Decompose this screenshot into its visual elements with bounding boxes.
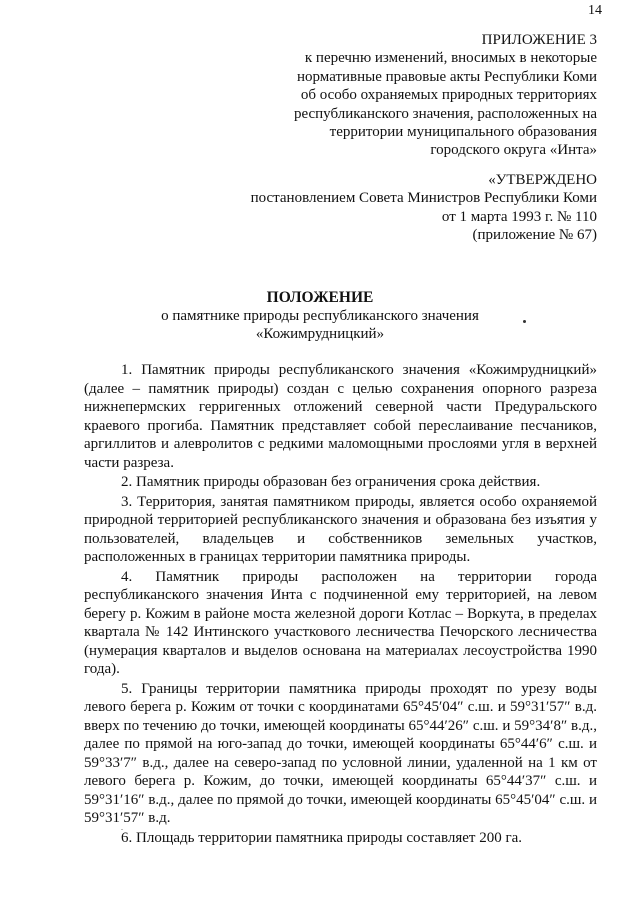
paragraph: 6. Площадь территории памятника природы составляет 200 га. <box>121 829 523 846</box>
appendix-line: нормативные правовые акты Республики Коми <box>297 68 597 85</box>
appendix-line: городского округа «Инта» <box>430 142 597 159</box>
document-body <box>84 361 597 847</box>
approval-block <box>177 171 597 245</box>
paragraph: 4. Памятник природы расположен на территории города республиканского значения Инта с подчиненной ему территорией, на левом берегу р. Кожим в районе моста железной дороги Котлас – Воркута, в пределах квартала № 142 Интинского участкового лесничества Печорского лесничества (нумерация кварталов и выделов основана на материалах лесоустройства 1990 года). <box>84 568 597 677</box>
paragraph: 1. Памятник природы республиканского значения «Кожимрудницкий» (далее – памятник природы) создан с целью сохранения опорного разреза нижнепермских герригенных отложений северной части Предуральского краевого прогиба. Памятник представляет собой переслаивание песчаников, аргиллитов и алевролитов с редкими маломощными прослоями угля в верхней части разреза. <box>84 362 597 471</box>
appendix-header <box>237 31 597 160</box>
approval-line: «УТВЕРЖДЕНО <box>488 172 597 188</box>
scan-speck <box>523 320 526 323</box>
document-title: ПОЛОЖЕНИЕ <box>266 289 374 306</box>
appendix-line: республиканского значения, расположенных на <box>293 105 597 122</box>
paragraph: 2. Памятник природы образован без ограничения срока действия. <box>121 474 541 490</box>
page-number: 14 <box>588 3 602 18</box>
document-subtitle-name: «Кожимрудницкий» <box>255 326 385 342</box>
paragraph: 3. Территория, занятая памятником природы, является особо охраняемой природной территорией республиканского значения и образована без изъятия у пользователей, владельцев и собственников земельных участков, расположенных в границах территории памятника природы. <box>84 493 597 565</box>
scan-speck <box>121 829 123 830</box>
appendix-line: к перечню изменений, вносимых в некоторые <box>304 50 597 67</box>
appendix-title: ПРИЛОЖЕНИЕ 3 <box>481 32 597 48</box>
document-subtitle: о памятнике природы республиканского значения <box>161 308 479 324</box>
paragraph: 5. Границы территории памятника природы проходят по урезу воды левого берега р. Кожим от точки с координатами 65°45′04″ с.ш. и 59°31′57″ в.д. вверх по течению до точки, имеющей координаты 65°44′26″ с.ш. и 59°34′8″ в.д., далее по прямой на юго-запад до точки, имеющей координаты 65°44′6″ с.ш. и 59°33′7″ в.д., далее на северо-запад по условной линии, удаленной на 1 км от левого берега р. Кожим, до точки, имеющей координаты 65°44′37″ с.ш. и 59°31′16″ в.д., далее по прямой до точки, имеющей координаты 65°45′04″ с.ш. и 59°31′57″ в.д. <box>84 680 597 826</box>
approval-line: от 1 марта 1993 г. № 110 <box>441 208 597 225</box>
appendix-line: об особо охраняемых природных территориях <box>300 87 597 104</box>
approval-line: постановлением Совета Министров Республики Коми <box>250 190 597 207</box>
approval-line: (приложение № 67) <box>472 227 597 244</box>
document-title-block <box>0 289 640 343</box>
appendix-line: территории муниципального образования <box>329 124 597 141</box>
